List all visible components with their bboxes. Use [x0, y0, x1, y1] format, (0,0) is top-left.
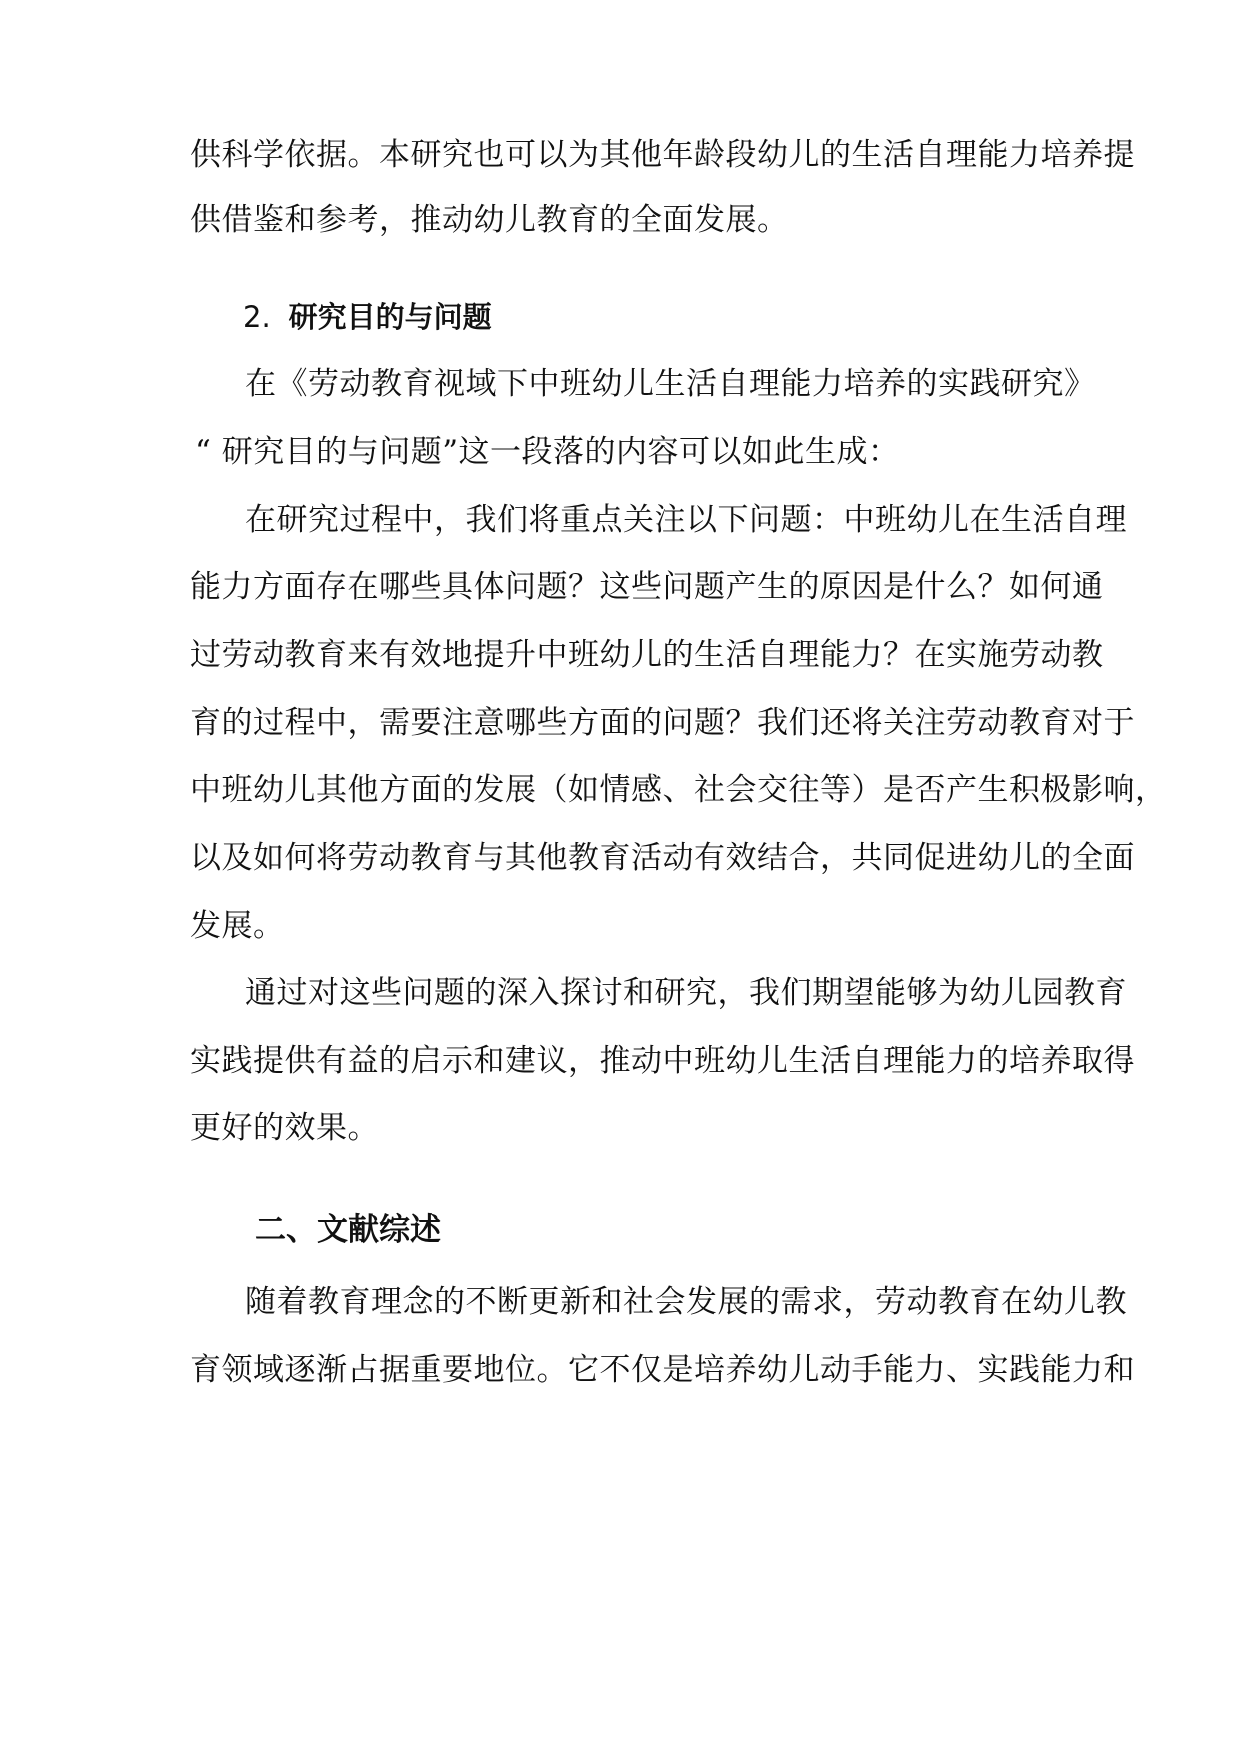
chapter-heading: 二、文献综述: [255, 1212, 441, 1248]
section-number: 2.: [243, 300, 271, 334]
section-title: 研究目的与问题: [288, 300, 492, 334]
body-line: 发展。: [190, 908, 285, 944]
body-line: 更好的效果。: [190, 1110, 379, 1146]
body-line: 供借鉴和参考，推动幼儿教育的全面发展。: [190, 202, 789, 238]
body-line: 育的过程中，需要注意哪些方面的问题？我们还将关注劳动教育对于: [190, 705, 1135, 741]
body-line: 实践提供有益的启示和建议，推动中班幼儿生活自理能力的培养取得: [190, 1043, 1135, 1079]
body-line: 以及如何将劳动教育与其他教育活动有效结合，共同促进幼儿的全面: [190, 840, 1135, 876]
body-line: 通过对这些问题的深入探讨和研究，我们期望能够为幼儿园教育: [245, 975, 1127, 1011]
body-line: 供科学依据。本研究也可以为其他年龄段幼儿的生活自理能力培养提: [190, 137, 1135, 173]
body-line: 在研究过程中，我们将重点关注以下问题：中班幼儿在生活自理: [245, 502, 1127, 538]
body-line: “ 研究目的与问题”这一段落的内容可以如此生成：: [195, 434, 900, 470]
body-line: 随着教育理念的不断更新和社会发展的需求，劳动教育在幼儿教: [245, 1284, 1127, 1320]
body-line: 中班幼儿其他方面的发展（如情感、社会交往等）是否产生积极影响，: [190, 772, 1167, 808]
section-heading: [243, 297, 492, 337]
body-line: 育领域逐渐占据重要地位。它不仅是培养幼儿动手能力、实践能力和: [190, 1352, 1135, 1388]
body-line: 能力方面存在哪些具体问题？这些问题产生的原因是什么？如何通: [190, 569, 1104, 605]
body-line: 在《劳动教育视域下中班幼儿生活自理能力培养的实践研究》: [245, 366, 1096, 402]
body-line: 过劳动教育来有效地提升中班幼儿的生活自理能力？在实施劳动教: [190, 637, 1104, 673]
